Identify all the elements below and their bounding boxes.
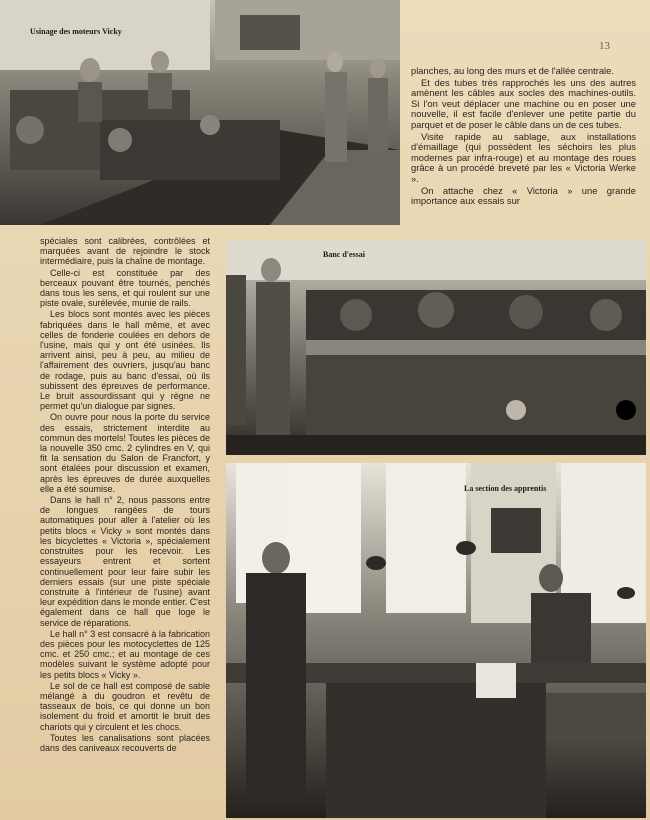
paragraph: Et des tubes très rapprochés les uns des autres amènent les câbles aux socles des machines-outils. Si l'on veut déplacer une machine ou en poser une nouvelle, il est facile d'enlever une petite partie du parquet et de poser le câble dans un de ces tubes. xyxy=(411,76,636,130)
paragraph: Toutes les canalisations sont placées dans des caniveaux recouverts de xyxy=(40,732,210,753)
photo-test-bench xyxy=(226,240,646,455)
page-number: 13 xyxy=(599,40,610,52)
paragraph: On ouvre pour nous la porte du service des essais, strictement interdite au commun des mortels! Toutes les pièces de la nouvelle 350 cmc. 2 cylindres en V, qui fit la sensation du Salon de Francfort, y sont étalées pour discussion et examen, après les épreuves de durée auxquelles elle a été soumise. xyxy=(40,412,210,494)
caption-middle: Banc d'essai xyxy=(323,250,366,259)
paragraph: planches, au long des murs et de l'allée centrale. xyxy=(411,65,614,76)
caption-top: Usinage des moteurs Vicky xyxy=(30,27,122,36)
paragraph: Les blocs sont montés avec les pièces fabriquées dans le hall même, et avec celles de fonderie coulées en dehors de l'usine, mais qui y ont été usinées. Ils arrivent ainsi, peu à peu, au milieu de l'affairement des ouvriers, jusqu'au banc de rodage, puis au banc d'essai, où ils subissent des épreuves de performance. Le bruit assourdissant qui y règne ne permet qu'un dialogue par signes. xyxy=(40,309,210,412)
paragraph: Le hall n° 3 est consacré à la fabrication des pièces pour les motocyclettes de 125 cmc. et 250 cmc.; et au montage de ces modèles suivant le système adopté pour les petits blocs « Vicky ». xyxy=(40,628,210,680)
paragraph: On attache chez « Victoria » une grande importance aux essais sur xyxy=(411,184,636,207)
paragraph: Dans le hall n° 2, nous passons entre de longues rangées de tours automatiques pour aller à l'atelier où les petits blocs « Vicky » sont montés dans les bicyclettes « Victoria », spécialement construites pour les recevoir. Les essayeurs entrent et sortent continuellement pour leur faire subir les derniers essais (sur une piste spéciale construite à l'intérieur de l'usine) avant leur expédition dans le monde entier. C'est également dans ce hall que loge le service de réparations. xyxy=(40,495,210,628)
paragraph: Le sol de ce hall est composé de sable mélangé à du goudron et revêtu de tasseaux de bois, ce qui donne un bon isolement du froid et amortit le bruit des chariots qui y circulent et les chocs. xyxy=(40,680,210,732)
paragraph: Celle-ci est constituée par des berceaux pouvant être tournés, penchés dans tous les sens, et qui roulent sur une piste ovale, surélevée, munie de rails. xyxy=(40,267,210,309)
text-column-right-top xyxy=(411,66,636,208)
caption-bottom: La section des apprentis xyxy=(464,484,547,493)
paragraph: Visite rapide au sablage, aux installations d'émaillage (qui possèdent les séchoirs les plus modernes par infra-rouge) et au montage des roues grâce à un procédé breveté par les « Victoria Werke ». xyxy=(411,130,636,184)
paragraph: spéciales sont calibrées, contrôlées et marquées avant de rejoindre le stock intermédiaire, puis la chaîne de montage. xyxy=(40,236,210,267)
text-column-left xyxy=(40,236,210,754)
photo-apprentice-section xyxy=(226,463,646,818)
